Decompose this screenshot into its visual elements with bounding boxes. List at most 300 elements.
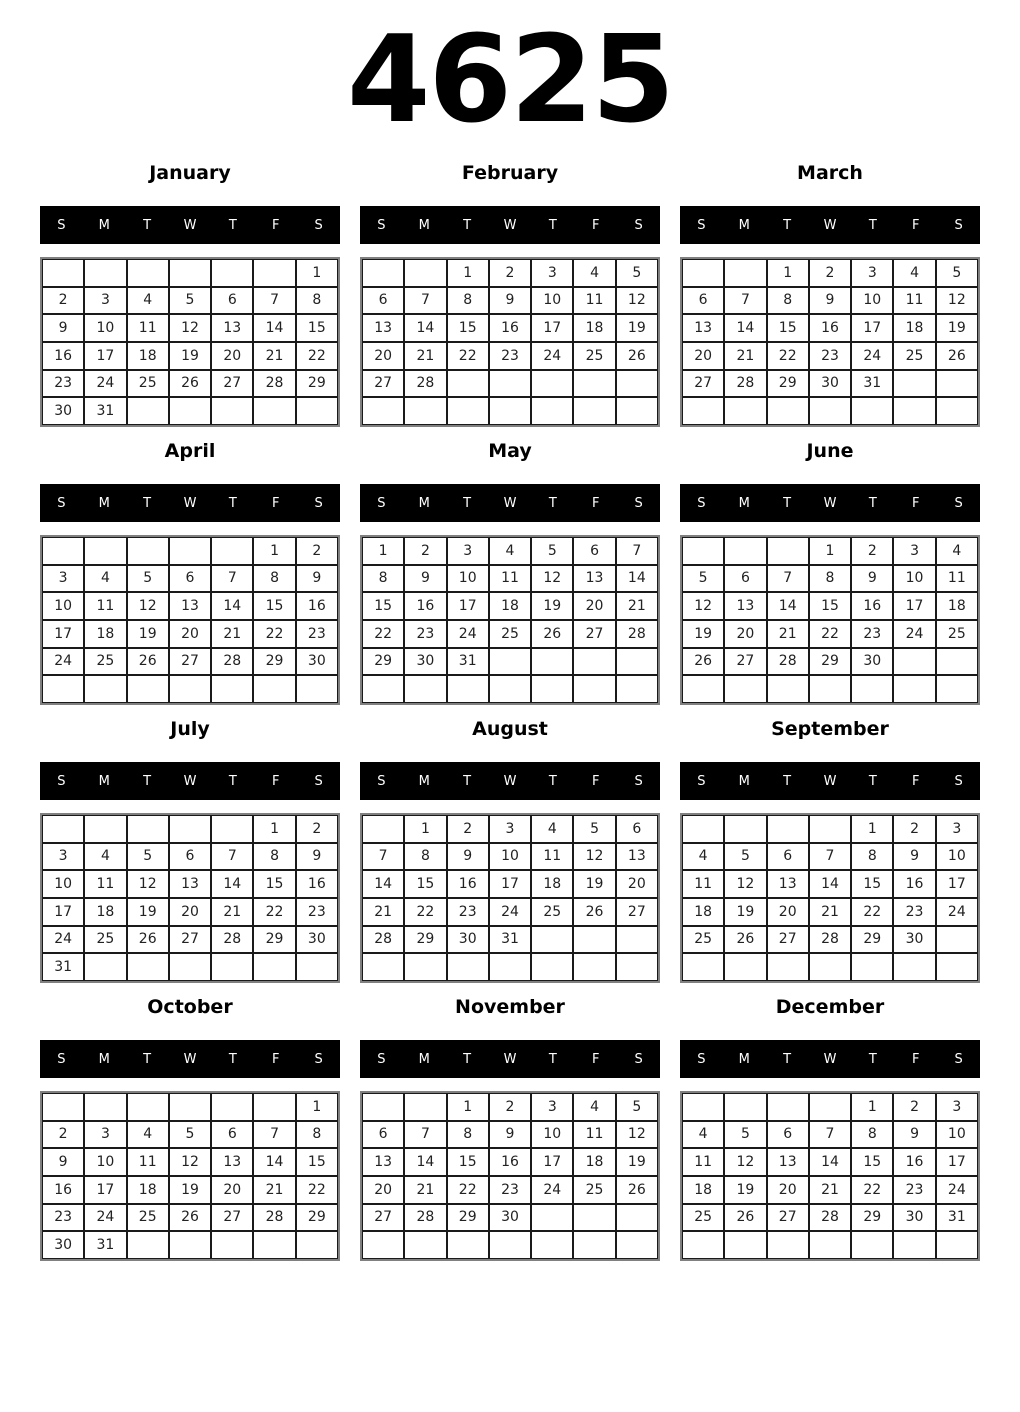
day-cell: 4 xyxy=(573,259,615,287)
empty-day-cell xyxy=(447,397,489,425)
day-cell: 15 xyxy=(851,870,893,898)
day-cell: 5 xyxy=(616,1093,658,1121)
day-cell: 1 xyxy=(296,259,338,287)
day-cell: 20 xyxy=(362,342,404,370)
empty-day-cell xyxy=(42,1093,84,1121)
month-title: March xyxy=(797,162,863,184)
day-cell: 15 xyxy=(767,314,809,342)
weekday-label: M xyxy=(738,217,750,233)
day-cell: 11 xyxy=(682,870,724,898)
month-grid xyxy=(362,537,658,703)
day-cell: 19 xyxy=(169,1176,211,1204)
weekday-label: F xyxy=(911,217,920,233)
day-cell: 26 xyxy=(169,1204,211,1232)
day-cell: 1 xyxy=(767,259,809,287)
empty-day-cell xyxy=(724,953,766,981)
empty-day-cell xyxy=(616,648,658,676)
empty-day-cell xyxy=(616,953,658,981)
day-cell: 7 xyxy=(767,565,809,593)
day-cell: 18 xyxy=(682,1176,724,1204)
empty-day-cell xyxy=(573,926,615,954)
empty-day-cell xyxy=(682,1093,724,1121)
day-cell: 15 xyxy=(809,592,851,620)
day-cell: 24 xyxy=(893,620,935,648)
weekday-label: F xyxy=(271,773,280,789)
day-cell: 1 xyxy=(296,1093,338,1121)
empty-day-cell xyxy=(362,397,404,425)
day-cell: 10 xyxy=(489,843,531,871)
day-cell: 14 xyxy=(616,565,658,593)
weekday-label: W xyxy=(183,773,197,789)
day-cell: 27 xyxy=(211,1204,253,1232)
weekday-label: S xyxy=(314,495,323,511)
empty-day-cell xyxy=(893,1231,935,1259)
day-cell: 19 xyxy=(531,592,573,620)
empty-day-cell xyxy=(211,1093,253,1121)
day-cell: 14 xyxy=(809,870,851,898)
day-cell: 4 xyxy=(84,565,126,593)
day-cell: 16 xyxy=(489,1148,531,1176)
empty-day-cell xyxy=(211,953,253,981)
day-cell: 12 xyxy=(573,843,615,871)
weekday-label: T xyxy=(143,773,152,789)
day-cell: 2 xyxy=(42,287,84,315)
empty-day-cell xyxy=(404,675,446,703)
day-cell: 9 xyxy=(42,314,84,342)
empty-day-cell xyxy=(616,675,658,703)
day-cell: 18 xyxy=(127,1176,169,1204)
day-cell: 29 xyxy=(447,1204,489,1232)
month-title: January xyxy=(149,162,231,184)
weekday-label: W xyxy=(823,1051,837,1067)
months-grid xyxy=(40,160,980,1272)
empty-day-cell xyxy=(531,370,573,398)
day-cell: 27 xyxy=(767,1204,809,1232)
day-cell: 3 xyxy=(447,537,489,565)
empty-day-cell xyxy=(682,397,724,425)
day-cell: 27 xyxy=(169,926,211,954)
day-cell: 15 xyxy=(253,870,295,898)
day-cell: 25 xyxy=(573,1176,615,1204)
day-cell: 31 xyxy=(84,1231,126,1259)
month-grid xyxy=(42,537,338,703)
empty-day-cell xyxy=(211,537,253,565)
day-cell: 16 xyxy=(42,1176,84,1204)
empty-day-cell xyxy=(447,370,489,398)
weekday-label: W xyxy=(183,1051,197,1067)
empty-day-cell xyxy=(127,1093,169,1121)
day-cell: 15 xyxy=(404,870,446,898)
day-cell: 15 xyxy=(296,1148,338,1176)
empty-day-cell xyxy=(253,675,295,703)
day-cell: 22 xyxy=(362,620,404,648)
weekday-label: S xyxy=(57,773,66,789)
weekday-label: T xyxy=(143,495,152,511)
day-cell: 28 xyxy=(211,926,253,954)
weekday-label: W xyxy=(503,773,517,789)
day-cell: 10 xyxy=(84,1148,126,1176)
empty-day-cell xyxy=(767,953,809,981)
day-cell: 13 xyxy=(169,870,211,898)
day-cell: 6 xyxy=(211,1121,253,1149)
day-cell: 3 xyxy=(489,815,531,843)
day-cell: 10 xyxy=(851,287,893,315)
day-cell: 3 xyxy=(42,843,84,871)
day-cell: 26 xyxy=(616,1176,658,1204)
weekday-label: M xyxy=(418,217,430,233)
day-cell: 5 xyxy=(127,565,169,593)
empty-day-cell xyxy=(724,1231,766,1259)
day-cell: 21 xyxy=(616,592,658,620)
weekday-label: S xyxy=(697,1051,706,1067)
day-cell: 3 xyxy=(936,1093,978,1121)
day-cell: 8 xyxy=(296,1121,338,1149)
day-cell: 28 xyxy=(809,1204,851,1232)
empty-day-cell xyxy=(531,648,573,676)
day-cell: 19 xyxy=(616,1148,658,1176)
day-cell: 3 xyxy=(936,815,978,843)
empty-day-cell xyxy=(296,675,338,703)
weekday-label: T xyxy=(783,217,792,233)
day-cell: 11 xyxy=(936,565,978,593)
weekday-label: F xyxy=(271,495,280,511)
day-cell: 12 xyxy=(616,287,658,315)
day-cell: 26 xyxy=(682,648,724,676)
day-cell: 23 xyxy=(42,370,84,398)
day-cell: 12 xyxy=(169,314,211,342)
day-cell: 24 xyxy=(936,898,978,926)
day-cell: 14 xyxy=(253,314,295,342)
empty-day-cell xyxy=(682,537,724,565)
day-cell: 30 xyxy=(404,648,446,676)
day-cell: 9 xyxy=(893,1121,935,1149)
empty-day-cell xyxy=(211,259,253,287)
empty-day-cell xyxy=(211,397,253,425)
day-cell: 15 xyxy=(253,592,295,620)
day-cell: 13 xyxy=(767,870,809,898)
day-cell: 18 xyxy=(893,314,935,342)
day-cell: 20 xyxy=(767,1176,809,1204)
day-cell: 16 xyxy=(893,1148,935,1176)
day-cell: 29 xyxy=(296,370,338,398)
day-cell: 17 xyxy=(531,1148,573,1176)
day-cell: 25 xyxy=(531,898,573,926)
empty-day-cell xyxy=(169,259,211,287)
month-grid-border xyxy=(360,1091,660,1261)
empty-day-cell xyxy=(936,370,978,398)
day-cell: 19 xyxy=(169,342,211,370)
day-cell: 20 xyxy=(169,898,211,926)
empty-day-cell xyxy=(42,537,84,565)
day-cell: 10 xyxy=(531,1121,573,1149)
day-cell: 6 xyxy=(616,815,658,843)
empty-day-cell xyxy=(127,953,169,981)
day-cell: 13 xyxy=(573,565,615,593)
weekday-label: S xyxy=(954,217,963,233)
day-cell: 22 xyxy=(851,1176,893,1204)
day-cell: 4 xyxy=(84,843,126,871)
day-cell: 10 xyxy=(42,870,84,898)
day-cell: 29 xyxy=(296,1204,338,1232)
weekday-header xyxy=(360,762,660,800)
day-cell: 7 xyxy=(253,287,295,315)
day-cell: 20 xyxy=(573,592,615,620)
day-cell: 12 xyxy=(127,870,169,898)
empty-day-cell xyxy=(573,1231,615,1259)
day-cell: 30 xyxy=(296,648,338,676)
empty-day-cell xyxy=(682,1231,724,1259)
day-cell: 28 xyxy=(767,648,809,676)
day-cell: 10 xyxy=(84,314,126,342)
weekday-label: S xyxy=(954,773,963,789)
day-cell: 6 xyxy=(362,287,404,315)
month-block xyxy=(680,438,980,716)
month-title: July xyxy=(170,718,210,740)
day-cell: 21 xyxy=(211,620,253,648)
day-cell: 8 xyxy=(447,287,489,315)
weekday-label: T xyxy=(463,1051,472,1067)
empty-day-cell xyxy=(531,675,573,703)
day-cell: 27 xyxy=(362,1204,404,1232)
month-grid xyxy=(682,815,978,981)
day-cell: 8 xyxy=(851,843,893,871)
day-cell: 21 xyxy=(253,1176,295,1204)
day-cell: 21 xyxy=(253,342,295,370)
day-cell: 2 xyxy=(447,815,489,843)
day-cell: 28 xyxy=(724,370,766,398)
weekday-label: S xyxy=(57,495,66,511)
weekday-label: M xyxy=(98,773,110,789)
empty-day-cell xyxy=(851,953,893,981)
empty-day-cell xyxy=(362,259,404,287)
month-title: May xyxy=(488,440,532,462)
empty-day-cell xyxy=(893,953,935,981)
day-cell: 18 xyxy=(531,870,573,898)
day-cell: 8 xyxy=(253,843,295,871)
day-cell: 22 xyxy=(447,1176,489,1204)
day-cell: 22 xyxy=(767,342,809,370)
day-cell: 13 xyxy=(169,592,211,620)
day-cell: 11 xyxy=(531,843,573,871)
weekday-label: W xyxy=(823,495,837,511)
month-grid xyxy=(42,1093,338,1259)
day-cell: 2 xyxy=(404,537,446,565)
day-cell: 18 xyxy=(936,592,978,620)
day-cell: 23 xyxy=(851,620,893,648)
day-cell: 24 xyxy=(851,342,893,370)
day-cell: 10 xyxy=(42,592,84,620)
day-cell: 1 xyxy=(447,1093,489,1121)
day-cell: 28 xyxy=(362,926,404,954)
day-cell: 19 xyxy=(936,314,978,342)
day-cell: 23 xyxy=(489,1176,531,1204)
day-cell: 5 xyxy=(169,1121,211,1149)
day-cell: 20 xyxy=(169,620,211,648)
weekday-label: M xyxy=(98,495,110,511)
weekday-label: T xyxy=(868,1051,877,1067)
day-cell: 14 xyxy=(724,314,766,342)
day-cell: 8 xyxy=(447,1121,489,1149)
month-grid-border xyxy=(360,257,660,427)
day-cell: 1 xyxy=(447,259,489,287)
empty-day-cell xyxy=(447,1231,489,1259)
day-cell: 11 xyxy=(573,1121,615,1149)
day-cell: 20 xyxy=(682,342,724,370)
empty-day-cell xyxy=(42,259,84,287)
empty-day-cell xyxy=(447,675,489,703)
empty-day-cell xyxy=(936,648,978,676)
day-cell: 23 xyxy=(809,342,851,370)
day-cell: 26 xyxy=(169,370,211,398)
day-cell: 18 xyxy=(84,620,126,648)
weekday-label: S xyxy=(634,217,643,233)
weekday-label: M xyxy=(98,1051,110,1067)
day-cell: 21 xyxy=(404,1176,446,1204)
weekday-label: T xyxy=(548,217,557,233)
empty-day-cell xyxy=(404,397,446,425)
empty-day-cell xyxy=(84,953,126,981)
day-cell: 28 xyxy=(404,370,446,398)
day-cell: 14 xyxy=(404,1148,446,1176)
day-cell: 19 xyxy=(724,898,766,926)
empty-day-cell xyxy=(531,1204,573,1232)
day-cell: 23 xyxy=(893,898,935,926)
empty-day-cell xyxy=(682,259,724,287)
day-cell: 31 xyxy=(447,648,489,676)
day-cell: 4 xyxy=(127,287,169,315)
day-cell: 4 xyxy=(489,537,531,565)
empty-day-cell xyxy=(809,953,851,981)
weekday-header xyxy=(40,484,340,522)
day-cell: 13 xyxy=(211,1148,253,1176)
day-cell: 8 xyxy=(296,287,338,315)
day-cell: 22 xyxy=(851,898,893,926)
day-cell: 6 xyxy=(362,1121,404,1149)
day-cell: 17 xyxy=(42,898,84,926)
day-cell: 21 xyxy=(724,342,766,370)
weekday-label: T xyxy=(463,773,472,789)
day-cell: 12 xyxy=(616,1121,658,1149)
day-cell: 2 xyxy=(809,259,851,287)
weekday-header xyxy=(680,206,980,244)
empty-day-cell xyxy=(531,953,573,981)
weekday-label: T xyxy=(548,773,557,789)
day-cell: 6 xyxy=(682,287,724,315)
empty-day-cell xyxy=(211,815,253,843)
empty-day-cell xyxy=(724,397,766,425)
month-block xyxy=(40,994,340,1272)
day-cell: 2 xyxy=(851,537,893,565)
weekday-header xyxy=(40,206,340,244)
weekday-label: S xyxy=(314,773,323,789)
day-cell: 30 xyxy=(296,926,338,954)
day-cell: 9 xyxy=(296,843,338,871)
weekday-label: S xyxy=(57,217,66,233)
day-cell: 3 xyxy=(84,1121,126,1149)
month-grid-border xyxy=(40,535,340,705)
day-cell: 10 xyxy=(893,565,935,593)
weekday-label: T xyxy=(783,1051,792,1067)
weekday-label: W xyxy=(823,217,837,233)
month-grid-border xyxy=(680,1091,980,1261)
day-cell: 19 xyxy=(127,620,169,648)
day-cell: 27 xyxy=(616,898,658,926)
day-cell: 18 xyxy=(573,1148,615,1176)
weekday-label: T xyxy=(463,217,472,233)
weekday-label: W xyxy=(503,1051,517,1067)
day-cell: 22 xyxy=(253,898,295,926)
empty-day-cell xyxy=(84,259,126,287)
weekday-label: S xyxy=(57,1051,66,1067)
day-cell: 17 xyxy=(84,1176,126,1204)
day-cell: 6 xyxy=(573,537,615,565)
day-cell: 13 xyxy=(767,1148,809,1176)
day-cell: 3 xyxy=(851,259,893,287)
day-cell: 11 xyxy=(127,314,169,342)
day-cell: 16 xyxy=(296,870,338,898)
day-cell: 25 xyxy=(682,1204,724,1232)
empty-day-cell xyxy=(851,1231,893,1259)
empty-day-cell xyxy=(531,1231,573,1259)
day-cell: 20 xyxy=(616,870,658,898)
day-cell: 30 xyxy=(851,648,893,676)
day-cell: 14 xyxy=(404,314,446,342)
day-cell: 2 xyxy=(42,1121,84,1149)
day-cell: 3 xyxy=(893,537,935,565)
month-block xyxy=(680,716,980,994)
empty-day-cell xyxy=(682,953,724,981)
weekday-label: W xyxy=(503,495,517,511)
day-cell: 27 xyxy=(724,648,766,676)
day-cell: 21 xyxy=(809,898,851,926)
day-cell: 5 xyxy=(616,259,658,287)
day-cell: 17 xyxy=(893,592,935,620)
empty-day-cell xyxy=(404,259,446,287)
day-cell: 30 xyxy=(489,1204,531,1232)
day-cell: 12 xyxy=(936,287,978,315)
day-cell: 16 xyxy=(42,342,84,370)
weekday-label: T xyxy=(143,217,152,233)
month-title: November xyxy=(455,996,565,1018)
day-cell: 17 xyxy=(851,314,893,342)
month-title: June xyxy=(806,440,854,462)
day-cell: 29 xyxy=(253,926,295,954)
day-cell: 26 xyxy=(127,648,169,676)
weekday-header xyxy=(680,1040,980,1078)
empty-day-cell xyxy=(253,1093,295,1121)
day-cell: 18 xyxy=(573,314,615,342)
day-cell: 12 xyxy=(169,1148,211,1176)
weekday-label: T xyxy=(783,773,792,789)
month-grid xyxy=(682,259,978,425)
month-block xyxy=(360,994,660,1272)
empty-day-cell xyxy=(936,953,978,981)
month-title: October xyxy=(147,996,233,1018)
day-cell: 17 xyxy=(936,1148,978,1176)
day-cell: 8 xyxy=(851,1121,893,1149)
weekday-label: S xyxy=(377,217,386,233)
day-cell: 12 xyxy=(724,1148,766,1176)
weekday-label: T xyxy=(228,495,237,511)
day-cell: 15 xyxy=(851,1148,893,1176)
day-cell: 29 xyxy=(809,648,851,676)
day-cell: 7 xyxy=(362,843,404,871)
day-cell: 25 xyxy=(127,370,169,398)
month-grid xyxy=(42,815,338,981)
weekday-label: F xyxy=(591,217,600,233)
day-cell: 7 xyxy=(724,287,766,315)
day-cell: 31 xyxy=(42,953,84,981)
